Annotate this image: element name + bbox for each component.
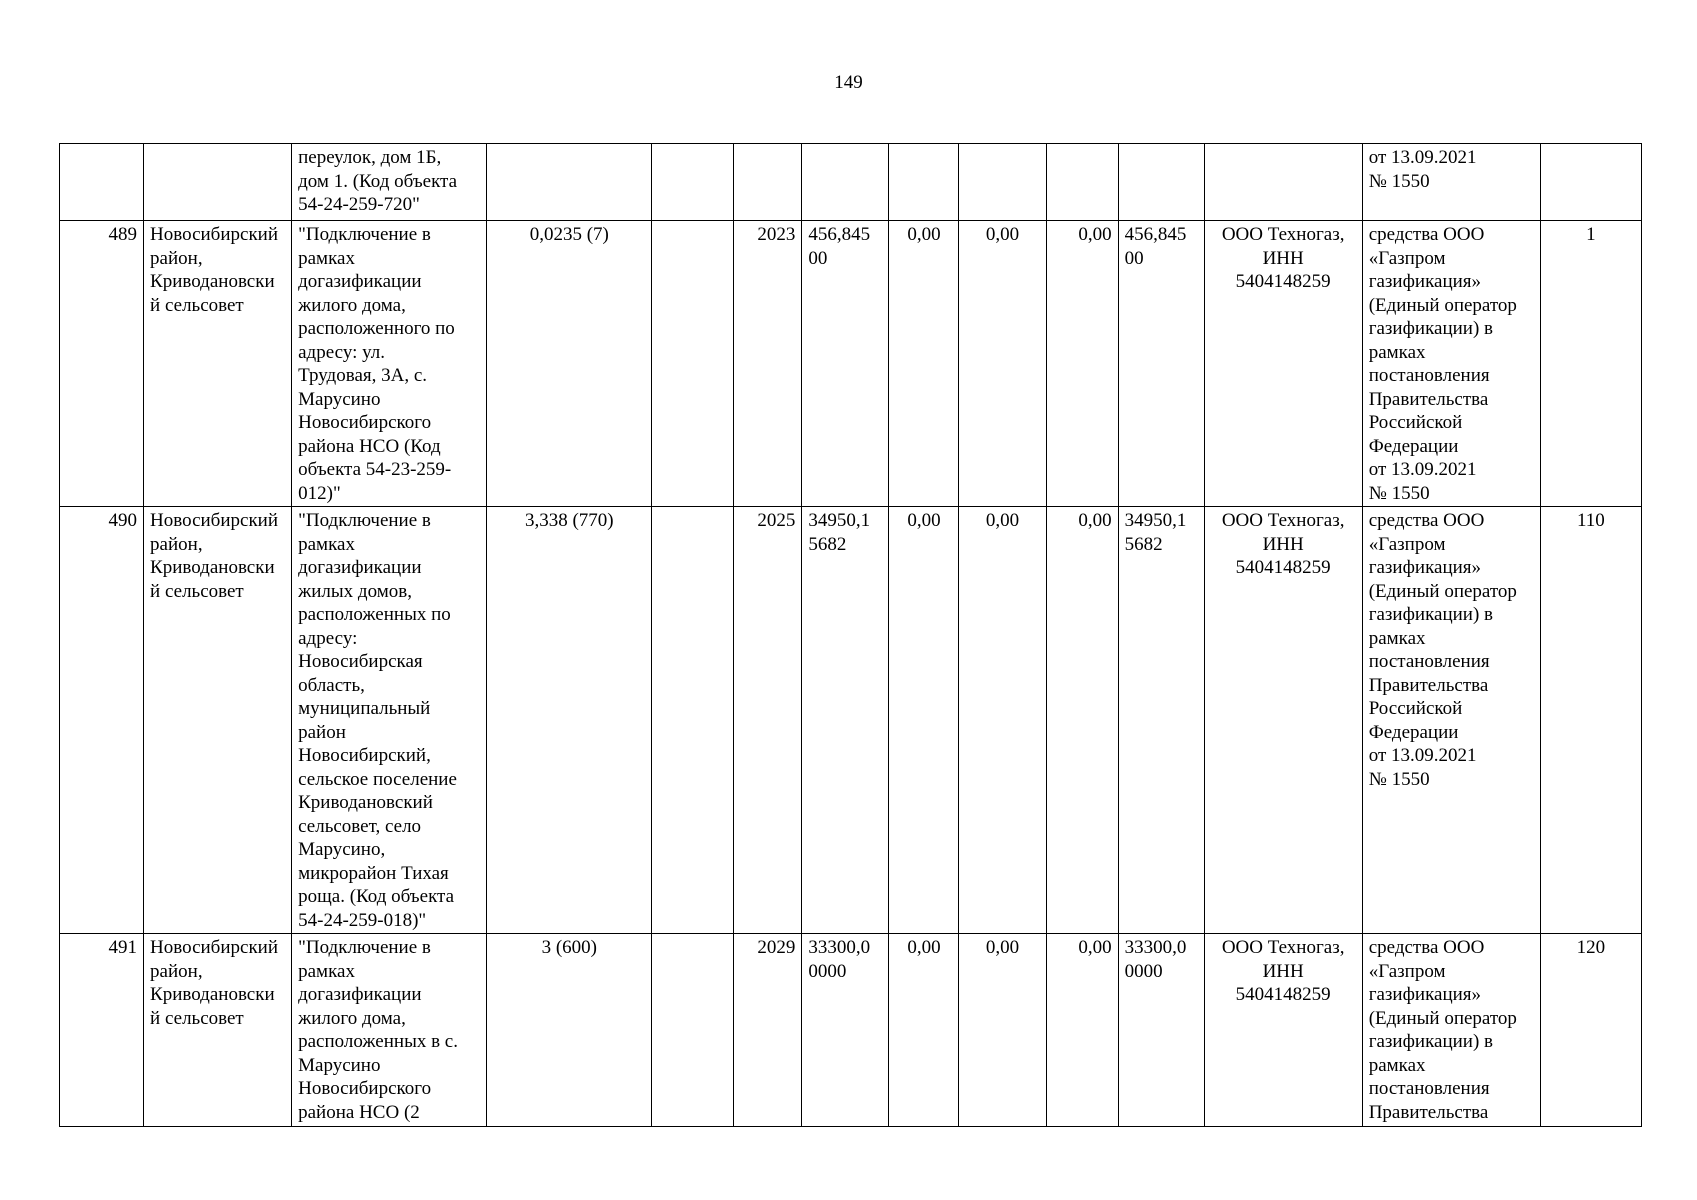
- value-cell-4: 456,845 00: [1118, 221, 1204, 507]
- empty-cell: [652, 507, 734, 934]
- total-cost-cell: 456,845 00: [802, 221, 889, 507]
- table-row-continuation: [60, 144, 1642, 221]
- funding-source-cell: от 13.09.2021 № 1550: [1362, 144, 1540, 221]
- description-cell: "Подключение в рамках догазификации жилых домов, расположенных по адресу: Новосибирская область, муниципальный район Новосибирский, сельское поселение Криводановский сельсовет, село Марусино, микрорайон Тихая роща. (Код объекта 54-24-259-018)": [292, 507, 487, 934]
- value-cell-1: 0,00: [889, 221, 959, 507]
- value-cell-3: 0,00: [1046, 221, 1118, 507]
- value-cell-1: 0,00: [889, 934, 959, 1127]
- table-row: [60, 221, 1642, 507]
- empty-cell: [652, 934, 734, 1127]
- year-cell: 2025: [734, 507, 802, 934]
- organization-cell: ООО Техногаз, ИНН 5404148259: [1204, 934, 1362, 1127]
- row-number-cell: 491: [60, 934, 144, 1127]
- page-number: 149: [834, 72, 863, 93]
- capacity-cell: 0,0235 (7): [487, 221, 652, 507]
- table-cell: [144, 144, 292, 221]
- table-cell: [60, 144, 144, 221]
- value-cell-1: 0,00: [889, 507, 959, 934]
- last-value-cell: 120: [1540, 934, 1641, 1127]
- capacity-cell: 3,338 (770): [487, 507, 652, 934]
- table-cell: [734, 144, 802, 221]
- organization-cell: ООО Техногаз, ИНН 5404148259: [1204, 221, 1362, 507]
- description-cell: "Подключение в рамках догазификации жилого дома, расположенных в с. Марусино Новосибирского района НСО (2: [292, 934, 487, 1127]
- table-cell: [959, 144, 1046, 221]
- empty-cell: [652, 221, 734, 507]
- funding-source-cell: средства ООО «Газпром газификация» (Единый оператор газификации) в рамках постановления Правительства Российской Федерации от 13.09.2021 № 1550: [1362, 507, 1540, 934]
- district-cell: Новосибирский район, Криводановски й сельсовет: [144, 934, 292, 1127]
- value-cell-2: 0,00: [959, 221, 1046, 507]
- value-cell-3: 0,00: [1046, 507, 1118, 934]
- table-row: [60, 934, 1642, 1127]
- table-row: [60, 507, 1642, 934]
- organization-cell: ООО Техногаз, ИНН 5404148259: [1204, 507, 1362, 934]
- funding-source-cell: средства ООО «Газпром газификация» (Единый оператор газификации) в рамках постановления Правительства: [1362, 934, 1540, 1127]
- capacity-cell: 3 (600): [487, 934, 652, 1127]
- description-cell: переулок, дом 1Б, дом 1. (Код объекта 54-24-259-720": [292, 144, 487, 221]
- last-value-cell: 110: [1540, 507, 1641, 934]
- table-cell: [487, 144, 652, 221]
- table-cell: [652, 144, 734, 221]
- table-cell: [802, 144, 889, 221]
- description-cell: "Подключение в рамках догазификации жилого дома, расположенного по адресу: ул. Трудовая, 3А, с. Марусино Новосибирского района НСО (Код объекта 54-23-259- 012)": [292, 221, 487, 507]
- district-cell: Новосибирский район, Криводановски й сельсовет: [144, 507, 292, 934]
- table-cell: [889, 144, 959, 221]
- year-cell: 2029: [734, 934, 802, 1127]
- district-cell: Новосибирский район, Криводановски й сельсовет: [144, 221, 292, 507]
- row-number-cell: 490: [60, 507, 144, 934]
- table-cell: [1046, 144, 1118, 221]
- table-cell: [1118, 144, 1204, 221]
- table-cell: [1540, 144, 1641, 221]
- value-cell-2: 0,00: [959, 934, 1046, 1127]
- row-number-cell: 489: [60, 221, 144, 507]
- value-cell-4: 33300,0 0000: [1118, 934, 1204, 1127]
- table-cell: [1204, 144, 1362, 221]
- funding-source-cell: средства ООО «Газпром газификация» (Единый оператор газификации) в рамках постановления Правительства Российской Федерации от 13.09.2021 № 1550: [1362, 221, 1540, 507]
- data-table: [59, 143, 1642, 1127]
- value-cell-2: 0,00: [959, 507, 1046, 934]
- value-cell-4: 34950,1 5682: [1118, 507, 1204, 934]
- total-cost-cell: 34950,1 5682: [802, 507, 889, 934]
- last-value-cell: 1: [1540, 221, 1641, 507]
- value-cell-3: 0,00: [1046, 934, 1118, 1127]
- total-cost-cell: 33300,0 0000: [802, 934, 889, 1127]
- year-cell: 2023: [734, 221, 802, 507]
